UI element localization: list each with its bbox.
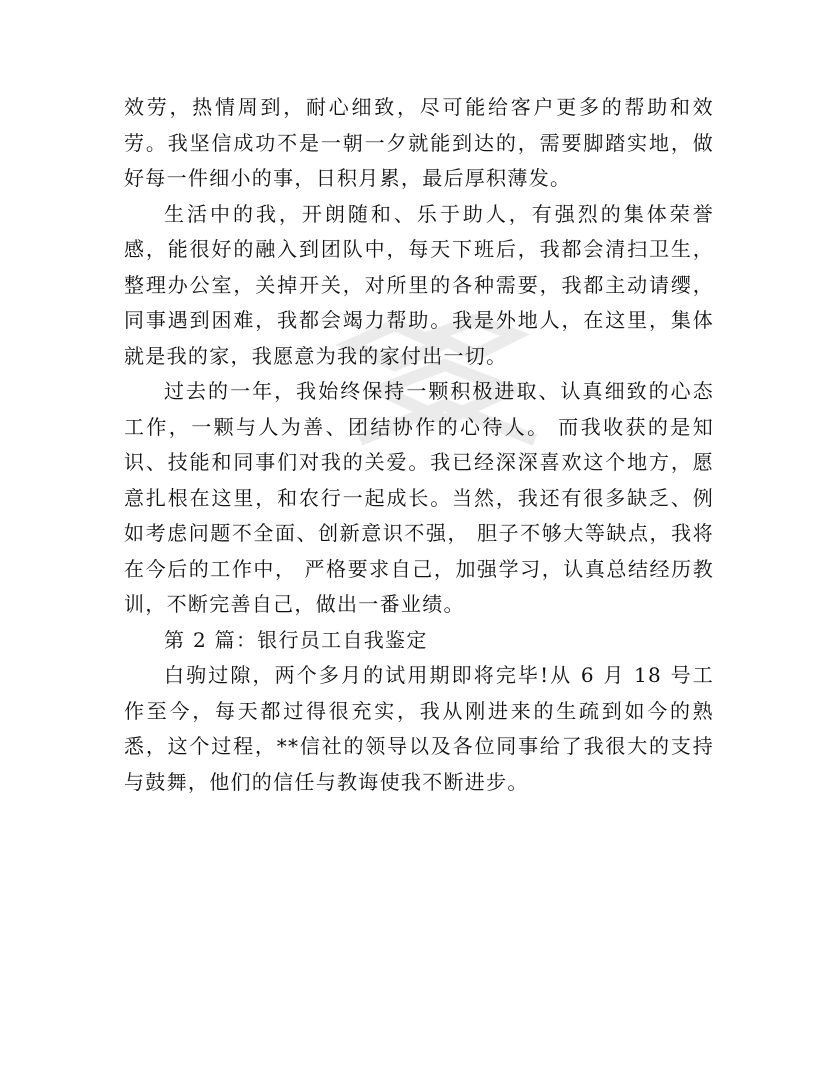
paragraph-1: 效劳，热情周到，耐心细致，尽可能给客户更多的帮助和效劳。我坚信成功不是一朝一夕就能到达的，需要脚踏实地，做好每一件细小的事，日积月累，最后厚积薄发。 [124, 95, 714, 190]
document-body [124, 90, 714, 800]
paragraph-2: 生活中的我，开朗随和、乐于助人，有强烈的集体荣誉感，能很好的融入到团队中，每天下班后，我都会清扫卫生，整理办公室，关掉开关，对所里的各种需要，我都主动请缨，同事遇到困难，我都会竭力帮助。我是外地人，在这里，集体就是我的家，我愿意为我的家付出一切。 [124, 201, 714, 368]
section-paragraph: 白驹过隙，两个多月的试用期即将完毕!从 6 月 18 号工作至今，每天都过得很充实，我从刚进来的生疏到如今的熟悉，这个过程，**信社的领导以及各位同事给了我很大的支持与鼓舞，他们的信任与教诲使我不断进步。 [124, 663, 714, 794]
paragraph-3: 过去的一年，我始终保持一颗积极进取、认真细致的心态工作，一颗与人为善、团结协作的心待人。 而我收获的是知识、技能和同事们对我的关爱。我已经深深喜欢这个地方，愿意扎根在这里，和农行一起成长。当然，我还有很多缺乏、例如考虑问题不全面、创新意识不强， 胆子不够大等缺点，我将在今后的工作中， 严格要求自己，加强学习，认真总结经历教训，不断完善自己，做出一番业绩。 [124, 379, 714, 616]
section-heading: 第 2 篇：银行员工自我鉴定 [164, 627, 428, 652]
